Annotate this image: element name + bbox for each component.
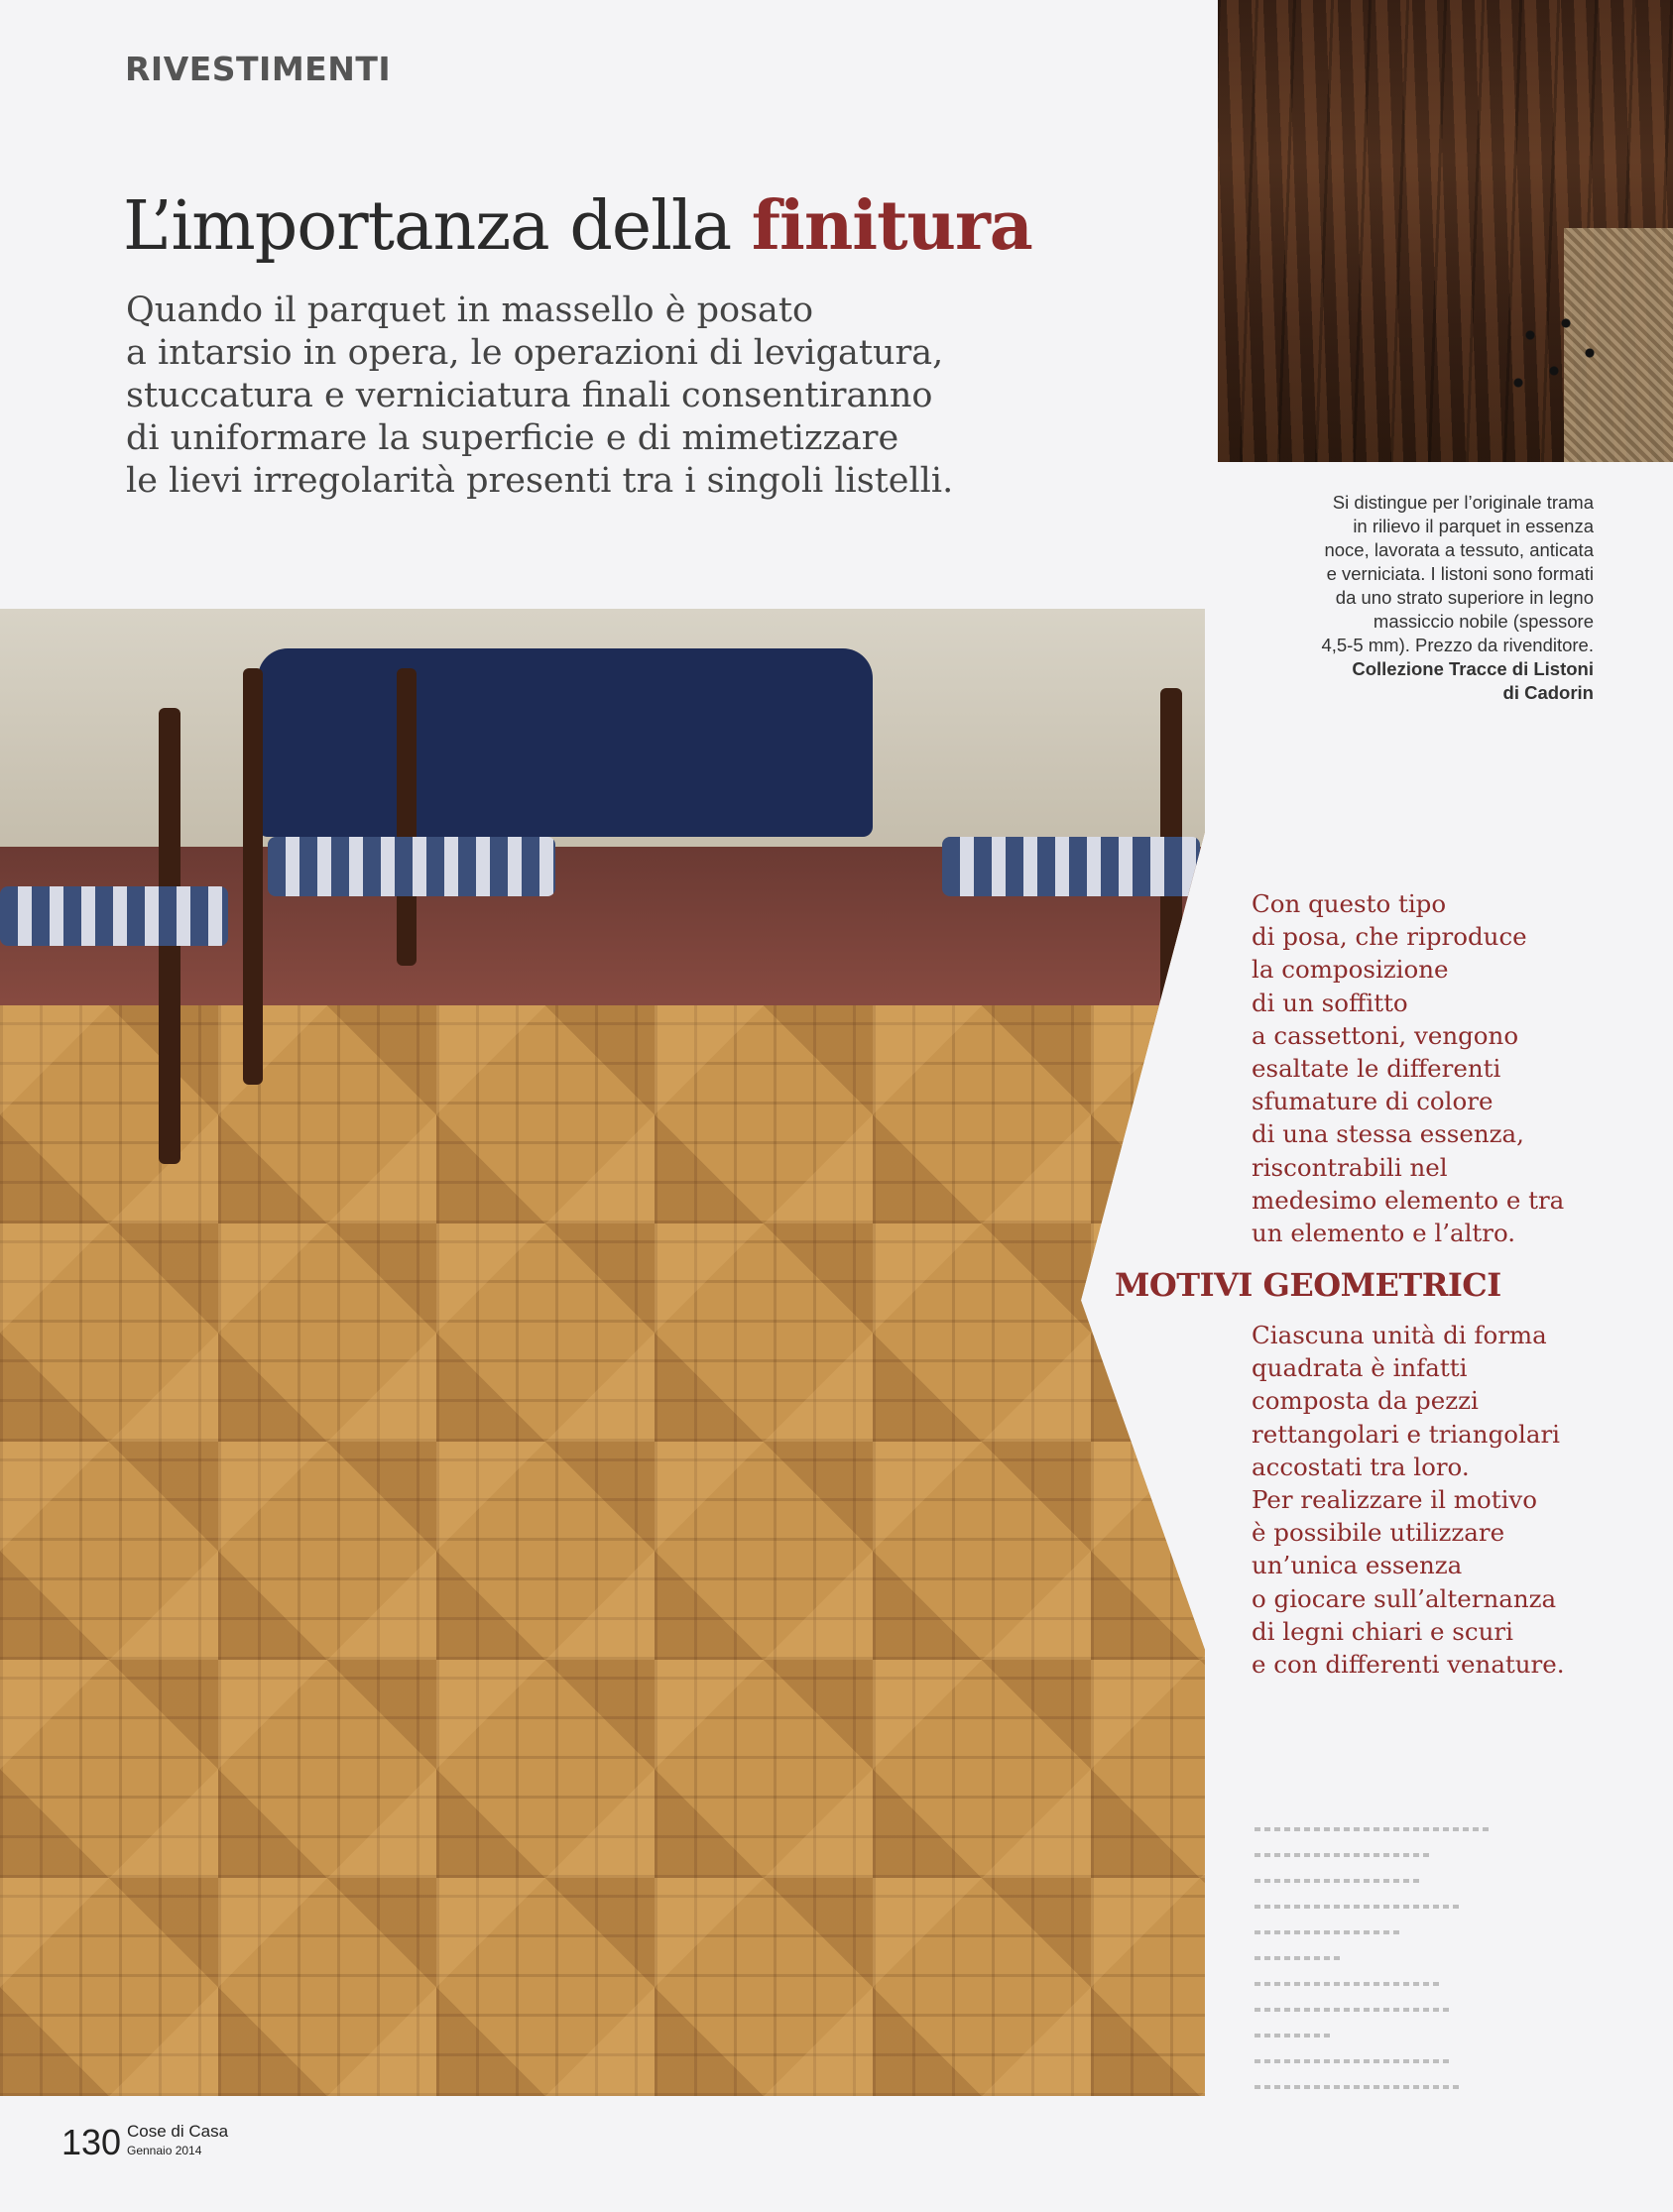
side-line: composta da pezzi [1252, 1386, 1479, 1416]
lead-line: a intarsio in opera, le operazioni di levigatura, [126, 333, 944, 373]
side-line: Ciascuna unità di forma [1252, 1321, 1547, 1349]
side-line: rettangolari e triangolari [1252, 1419, 1560, 1449]
side-text-2 [1252, 1319, 1628, 1681]
chair [397, 668, 417, 966]
side-line: sfumature di colore [1252, 1087, 1494, 1116]
side-line: esaltate le differenti [1252, 1054, 1501, 1084]
blur-line [1255, 1905, 1463, 1909]
headline [123, 186, 1115, 266]
side-line: quadrata è infatti [1252, 1353, 1468, 1383]
side-line: di posa, che riproduce [1252, 922, 1527, 952]
side-line: o giocare sull’alternanza [1252, 1583, 1557, 1613]
blur-line [1255, 2034, 1334, 2037]
side-text-1 [1252, 887, 1628, 1249]
blur-line [1255, 1853, 1433, 1857]
blur-line [1255, 1982, 1443, 1986]
side-line: e con differenti venature. [1252, 1650, 1565, 1680]
page-number: 130 [61, 2122, 122, 2162]
side-line: Per realizzare il motivo [1252, 1485, 1538, 1515]
side-line: un’unica essenza [1252, 1551, 1463, 1580]
caption-line: in rilievo il parquet in essenza [1353, 516, 1594, 536]
wood-texture-photo [1218, 0, 1673, 462]
side-line: è possibile utilizzare [1252, 1518, 1505, 1548]
side-line: accostati tra loro. [1252, 1452, 1470, 1481]
headline-accent: finitura [751, 186, 1032, 266]
room-photo [0, 609, 1205, 2096]
caption-line: 4,5-5 mm). Prezzo da rivenditore. [1321, 635, 1594, 655]
caption-line: Si distingue per l’originale trama [1332, 492, 1594, 513]
parquet-floor [0, 1005, 1205, 2096]
lead-line: di uniformare la superficie e di mimetizzare [126, 418, 899, 458]
blur-line [1255, 1879, 1423, 1883]
side-line: Con questo tipo [1252, 889, 1447, 918]
issue-date: Gennaio 2014 [127, 2144, 202, 2157]
lead-line: le lievi irregolarità presenti tra i singoli listelli. [126, 461, 954, 501]
section-label: RIVESTIMENTI [125, 50, 392, 88]
caption-line: da uno strato superiore in legno [1335, 587, 1594, 608]
blur-line [1255, 1930, 1403, 1934]
side-line: a cassettoni, vengono [1252, 1020, 1519, 1050]
photo-caption [1237, 491, 1594, 705]
lead-paragraph [126, 290, 1118, 503]
lead-line: stuccatura e verniciatura finali consentiranno [126, 376, 933, 415]
side-line: di un soffitto [1252, 988, 1408, 1017]
chair-seat [268, 837, 555, 896]
caption-line: e verniciata. I listoni sono formati [1326, 563, 1594, 584]
chair-seat [0, 886, 228, 946]
caption-credit: Collezione Tracce di Listoni [1352, 658, 1594, 679]
side-line: medesimo elemento e tra [1252, 1185, 1565, 1215]
caption-credit: di Cadorin [1502, 682, 1594, 703]
chair [243, 668, 263, 1085]
blur-line [1255, 1956, 1344, 1960]
seeds-detail [1494, 288, 1613, 407]
side-line: la composizione [1252, 955, 1449, 985]
blue-sofa [258, 648, 873, 837]
headline-plain: L’importanza della [123, 187, 752, 266]
subhead: MOTIVI GEOMETRICI [1115, 1266, 1501, 1304]
caption-line: noce, lavorata a tessuto, anticata [1324, 539, 1594, 560]
side-line: di legni chiari e scuri [1252, 1616, 1513, 1646]
chair-seat [942, 837, 1200, 896]
blur-line [1255, 2008, 1453, 2012]
side-line: un elemento e l’altro. [1252, 1219, 1516, 1248]
side-line: di una stessa essenza, [1252, 1119, 1524, 1149]
blur-line [1255, 2059, 1453, 2063]
blurred-fineprint [1255, 1827, 1493, 2111]
magazine-name: Cose di Casa [127, 2122, 229, 2141]
side-line: riscontrabili nel [1252, 1152, 1448, 1182]
blur-line [1255, 1827, 1493, 1831]
lead-line: Quando il parquet in massello è posato [126, 291, 814, 330]
blur-line [1255, 2085, 1463, 2089]
caption-line: massiccio nobile (spessore [1373, 611, 1594, 632]
